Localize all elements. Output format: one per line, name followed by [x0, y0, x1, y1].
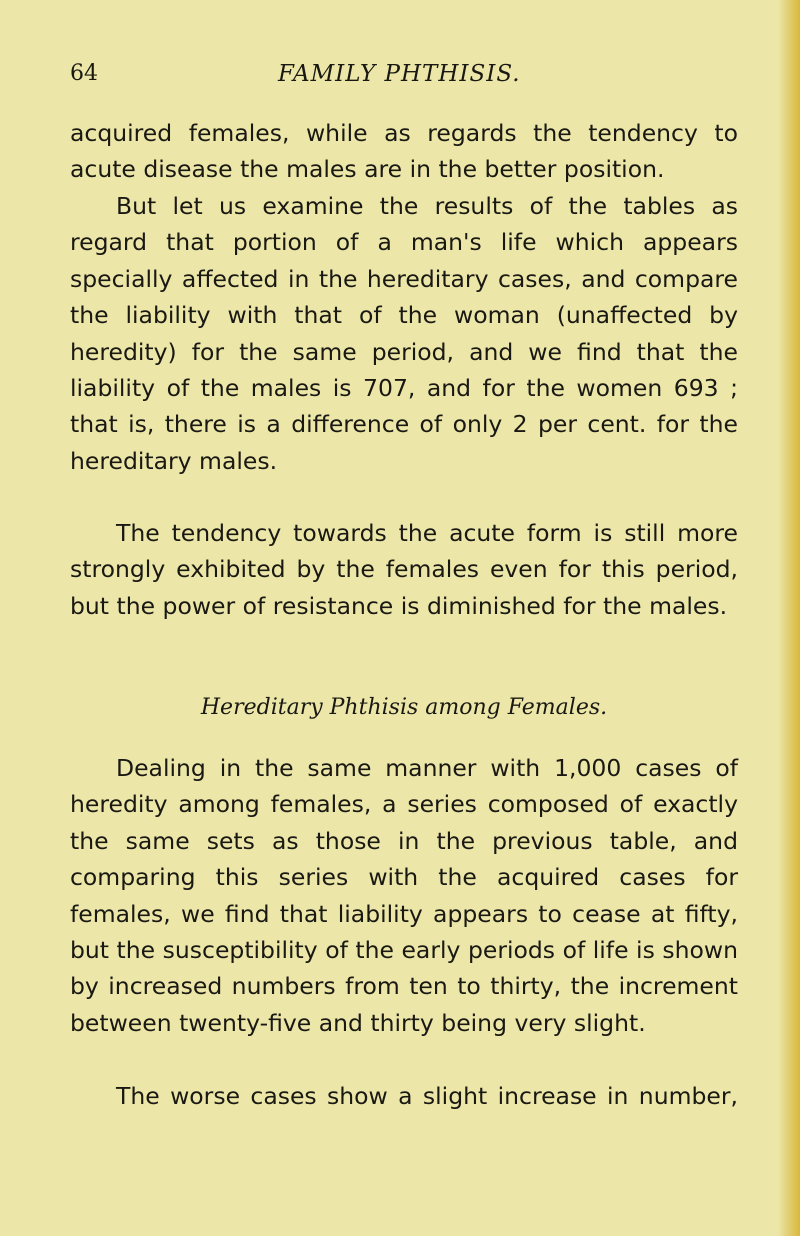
paragraph-2: But let us examine the results of the tables as regard that portion of a man's life which appears specially affected in the hereditary cases, and compare the liability with that of the woman (unaffected by heredity) for the same period, and we find that the liability of the males is 707, and for the women 693 ; that is, there is a difference of only 2 per cent. for the hereditary males.	[70, 192, 738, 475]
running-title: FAMILY PHTHISIS.	[278, 61, 521, 87]
paragraph-5: The worse cases show a slight increase in number,	[116, 1082, 738, 1110]
page-number: 64	[70, 61, 98, 86]
paragraph-4: Dealing in the same manner with 1,000 cases of heredity among females, a series composed of exactly the same sets as those in the previous table, and comparing this series with the acquired cases for females, we find that liability appears to cease at fifty, but the susceptibility of the early periods of life is shown by increased numbers from ten to thirty, the increment between twenty-five and thirty being very slight.	[70, 754, 738, 1037]
page-edge	[778, 0, 800, 1236]
paragraph-1: acquired females, while as regards the tendency to acute disease the males are in the better position.	[70, 119, 738, 184]
section-heading: Hereditary Phthisis among Females.	[200, 695, 608, 720]
paragraph-3: The tendency towards the acute form is still more strongly exhibited by the females even for this period, but the power of resistance is diminished for the males.	[70, 519, 738, 620]
